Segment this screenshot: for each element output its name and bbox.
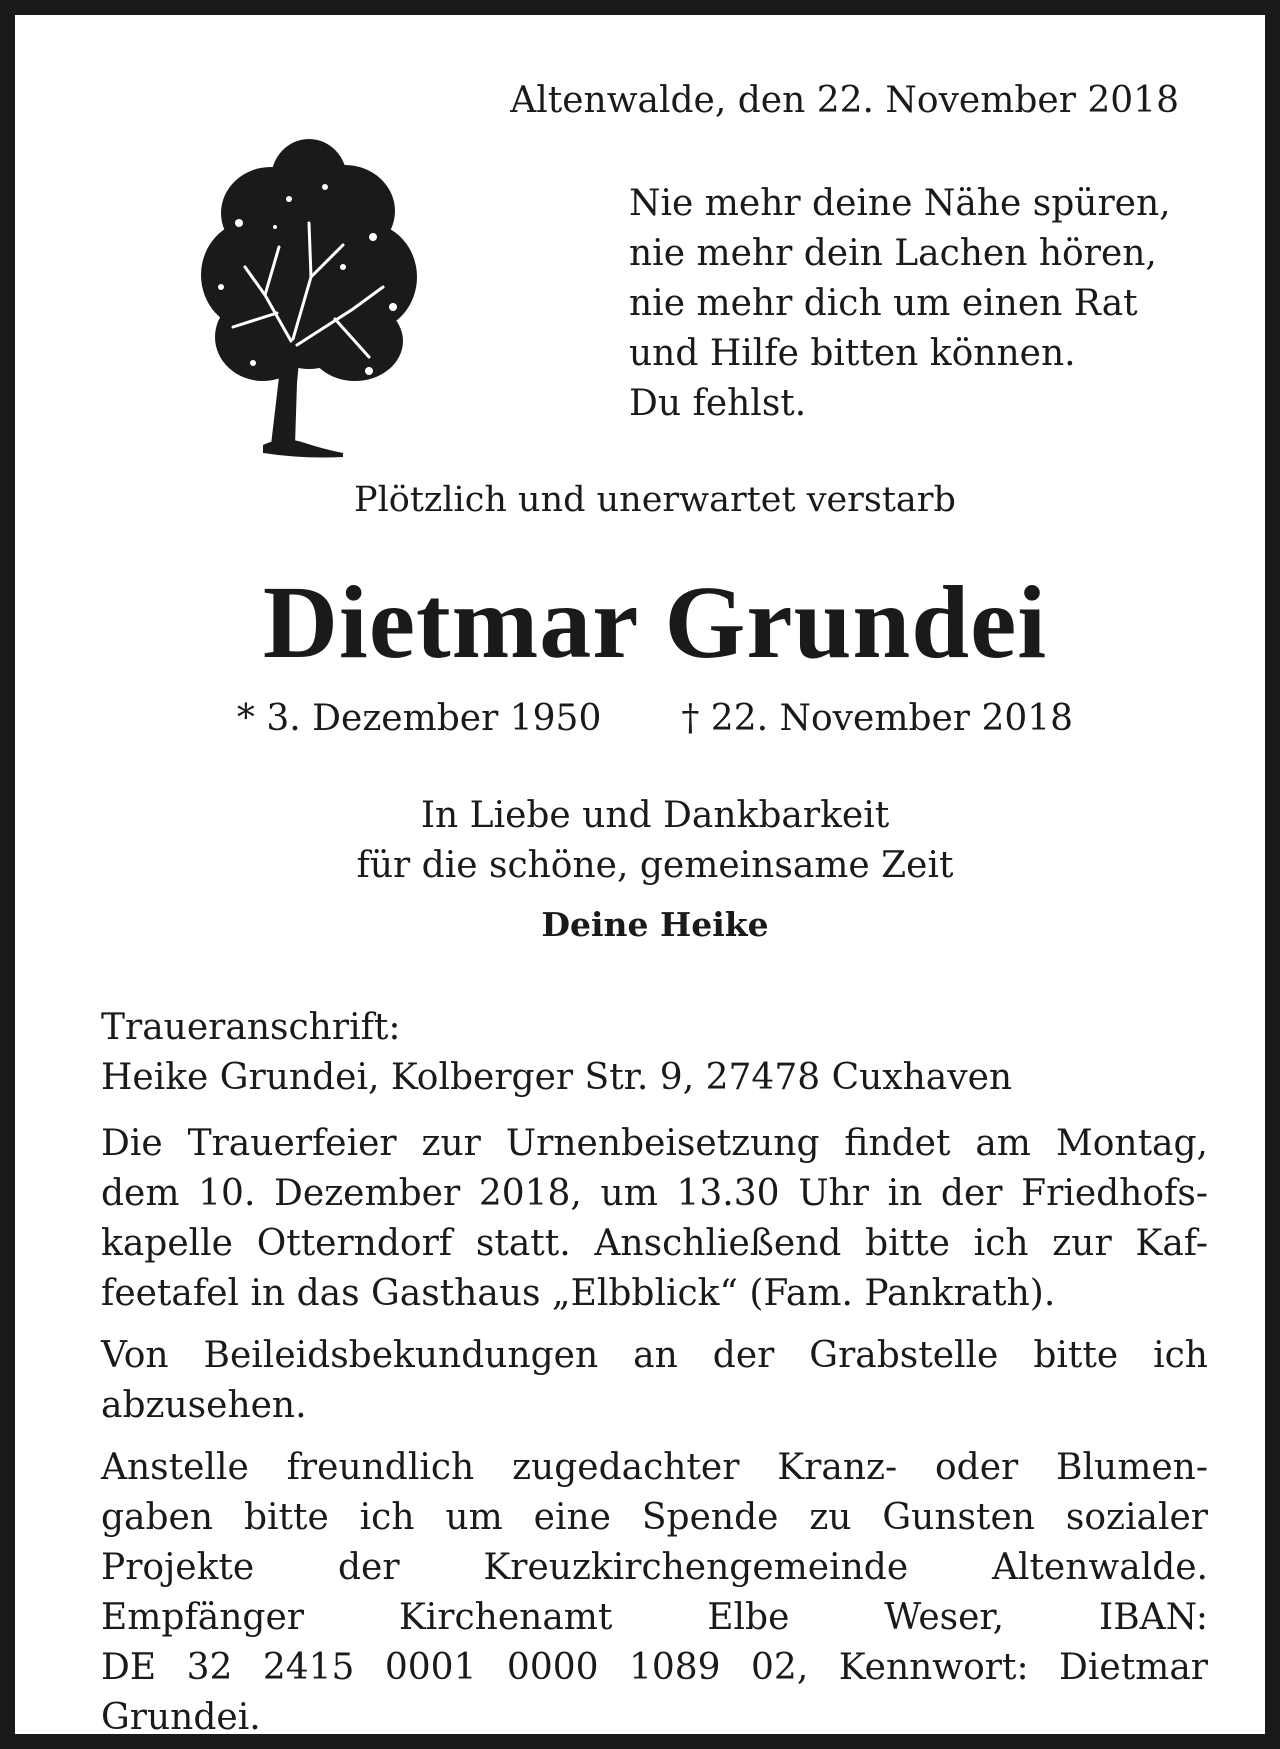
poem-line: nie mehr dich um einen Rat [629, 283, 1138, 324]
address-text: Heike Grundei, Kolberger Str. 9, 27478 Cuxhaven [101, 1057, 1013, 1098]
paragraph-line: DE 32 2415 0001 0000 1089 02, Kennwort: Dietmar Grundei. [101, 1647, 1208, 1738]
paragraph-line: kapelle Otterndorf statt. Anschließend bitte ich zur Kaf- [101, 1223, 1208, 1264]
paragraph-line: abzusehen. [101, 1385, 307, 1426]
death-date: † 22. November 2018 [681, 698, 1074, 739]
poem-line: Du fehlst. [629, 383, 807, 424]
paragraph-line: gaben bitte ich um eine Spende zu Gunsten sozialer [101, 1497, 1208, 1538]
life-dates [15, 697, 1280, 741]
paragraph-line: Projekte der Kreuzkirchengemeinde Altenwalde. [101, 1547, 1208, 1588]
paragraph-line: Empfänger Kirchenamt Elbe Weser, IBAN: [101, 1597, 1208, 1638]
donation-paragraph [101, 1443, 1208, 1743]
poem-line: nie mehr dein Lachen hören, [629, 233, 1157, 274]
condolence-paragraph [101, 1331, 1208, 1431]
thanks-text [15, 791, 1280, 891]
signature: Deine Heike [541, 905, 769, 944]
thanks-line: In Liebe und Dankbarkeit [420, 795, 890, 836]
place-date: Altenwalde, den 22. November 2018 [510, 80, 1179, 121]
paragraph-line: Anstelle freundlich zugedachter Kranz- oder Blumen- [101, 1447, 1208, 1488]
intro-text: Plötzlich und unerwartet verstarb [354, 480, 956, 520]
thanks-line: für die schöne, gemeinsame Zeit [356, 845, 954, 886]
poem-line: Nie mehr deine Nähe spüren, [629, 183, 1171, 224]
address-label: Traueranschrift: [101, 1007, 401, 1048]
funeral-paragraph [101, 1119, 1208, 1319]
paragraph-line: dem 10. Dezember 2018, um 13.30 Uhr in der Friedhofs- [101, 1173, 1208, 1214]
mourning-address [101, 1003, 1012, 1103]
paragraph-line: feetafel in das Gasthaus „Elbblick“ (Fam. Pankrath). [101, 1273, 1056, 1314]
deceased-name: Dietmar Grundei [262, 565, 1048, 680]
birth-date: * 3. Dezember 1950 [236, 698, 602, 739]
poem-line: und Hilfe bitten können. [629, 333, 1076, 374]
paragraph-line: Von Beileidsbekundungen an der Grabstelle bitte ich [101, 1335, 1208, 1376]
paragraph-line: Die Trauerfeier zur Urnenbeisetzung findet am Montag, [101, 1123, 1208, 1164]
poem [629, 179, 1171, 429]
tree-icon [193, 127, 425, 463]
